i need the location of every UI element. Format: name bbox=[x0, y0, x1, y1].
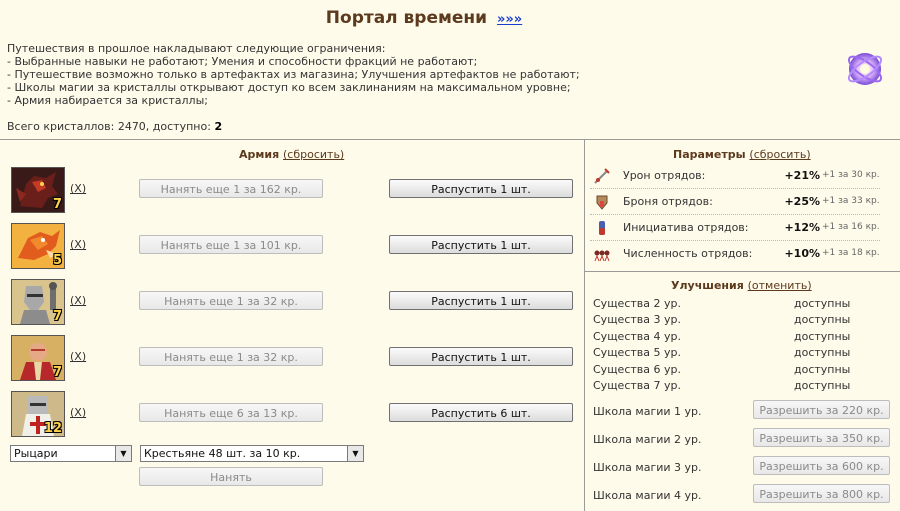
param-cost: +1 за 30 кр. bbox=[822, 170, 880, 180]
creature-level-status: доступны bbox=[794, 363, 851, 376]
params-title: Параметры bbox=[673, 148, 746, 161]
unit-count: 7 bbox=[52, 365, 62, 380]
restriction-line: - Армия набирается за кристаллы; bbox=[7, 94, 208, 107]
faction-select[interactable] bbox=[10, 445, 132, 462]
remove-unit-link[interactable]: (X) bbox=[70, 238, 87, 251]
army-unit-row bbox=[0, 391, 584, 439]
restriction-line: - Выбранные навыки не работают; Умения и способности фракций не работают; bbox=[7, 55, 478, 68]
creature-level-status: доступны bbox=[794, 313, 851, 326]
army-reset-link[interactable]: (сбросить) bbox=[283, 148, 345, 161]
param-row bbox=[590, 215, 890, 241]
divider bbox=[585, 271, 900, 272]
army-unit-row bbox=[0, 223, 584, 271]
hire-more-button[interactable]: Нанять еще 1 за 162 кр. bbox=[139, 179, 323, 198]
creature-level-name: Существа 2 ур. bbox=[593, 297, 681, 310]
magic-school-name: Школа магии 3 ур. bbox=[593, 461, 702, 474]
magic-school-name: Школа магии 1 ур. bbox=[593, 405, 702, 418]
unit-select[interactable] bbox=[140, 445, 364, 462]
initiative-icon bbox=[593, 219, 611, 237]
crystals-total bbox=[7, 120, 222, 133]
creature-level-status: доступны bbox=[794, 379, 851, 392]
dismiss-button[interactable]: Распустить 1 шт. bbox=[389, 179, 573, 198]
restriction-line: - Школы магии за кристаллы открывают доступ ко всем заклинаниям на максимальном уровне; bbox=[7, 81, 571, 94]
crystals-available: 2 bbox=[214, 120, 223, 133]
monk-icon bbox=[11, 335, 65, 381]
army-title: Армия bbox=[239, 148, 280, 161]
remove-unit-link[interactable]: (X) bbox=[70, 182, 87, 195]
divider bbox=[584, 140, 585, 511]
chevron-down-icon: ▼ bbox=[115, 446, 131, 461]
allow-magic-button[interactable]: Разрешить за 600 кр. bbox=[753, 456, 890, 475]
army-unit-row bbox=[0, 279, 584, 327]
fire-dragon-icon bbox=[11, 223, 65, 269]
param-value: +10% bbox=[784, 247, 820, 260]
unit-select-value: Крестьяне 48 шт. за 10 кр. bbox=[144, 447, 301, 460]
param-row bbox=[590, 163, 890, 189]
param-cost: +1 за 16 кр. bbox=[822, 222, 880, 232]
remove-unit-link[interactable]: (X) bbox=[70, 406, 87, 419]
allow-magic-button[interactable]: Разрешить за 350 кр. bbox=[753, 428, 890, 447]
magic-school-row bbox=[593, 484, 893, 508]
creature-level-status: доступны bbox=[794, 297, 851, 310]
unit-count: 7 bbox=[52, 197, 62, 212]
page-title bbox=[0, 8, 848, 28]
creature-level-name: Существа 4 ур. bbox=[593, 330, 681, 343]
param-value: +21% bbox=[784, 169, 820, 182]
unit-count: 12 bbox=[43, 421, 62, 436]
creature-level-status: доступны bbox=[794, 330, 851, 343]
creature-level-status: доступны bbox=[794, 346, 851, 359]
param-row bbox=[590, 189, 890, 215]
remove-unit-link[interactable]: (X) bbox=[70, 294, 87, 307]
param-cost: +1 за 18 кр. bbox=[822, 248, 880, 258]
magic-school-row bbox=[593, 400, 893, 424]
param-name: Инициатива отрядов: bbox=[623, 221, 749, 234]
creature-level-name: Существа 5 ур. bbox=[593, 346, 681, 359]
hire-more-button[interactable]: Нанять еще 1 за 32 кр. bbox=[139, 291, 323, 310]
page-title-text: Портал времени bbox=[325, 8, 488, 28]
black-dragon-icon bbox=[11, 167, 65, 213]
creature-level-name: Существа 7 ур. bbox=[593, 379, 681, 392]
param-name: Урон отрядов: bbox=[623, 169, 706, 182]
param-name: Броня отрядов: bbox=[623, 195, 713, 208]
allow-magic-button[interactable]: Разрешить за 800 кр. bbox=[753, 484, 890, 503]
unit-count: 5 bbox=[52, 253, 62, 268]
params-header bbox=[673, 148, 811, 161]
param-value: +25% bbox=[784, 195, 820, 208]
creature-level-name: Существа 6 ур. bbox=[593, 363, 681, 376]
dismiss-button[interactable]: Распустить 1 шт. bbox=[389, 235, 573, 254]
restriction-line: - Путешествие возможно только в артефактах из магазина; Улучшения артефактов не работают; bbox=[7, 68, 580, 81]
crystals-total-label: Всего кристаллов: 2470, доступно: bbox=[7, 120, 211, 133]
dismiss-button[interactable]: Распустить 6 шт. bbox=[389, 403, 573, 422]
unit-count: 7 bbox=[52, 309, 62, 324]
damage-icon bbox=[593, 167, 611, 185]
creature-level-name: Существа 3 ур. bbox=[593, 313, 681, 326]
magic-school-row bbox=[593, 428, 893, 452]
portal-icon bbox=[845, 49, 885, 89]
param-cost: +1 за 33 кр. bbox=[822, 196, 880, 206]
armored-knight-icon bbox=[11, 279, 65, 325]
army-header bbox=[239, 148, 344, 161]
improvements-title: Улучшения bbox=[671, 279, 744, 292]
magic-school-row bbox=[593, 456, 893, 480]
param-value: +12% bbox=[784, 221, 820, 234]
army-unit-row bbox=[0, 167, 584, 215]
improvements-header bbox=[671, 279, 812, 292]
magic-school-name: Школа магии 2 ур. bbox=[593, 433, 702, 446]
hire-more-button[interactable]: Нанять еще 1 за 32 кр. bbox=[139, 347, 323, 366]
crusader-icon bbox=[11, 391, 65, 437]
chevron-down-icon: ▼ bbox=[347, 446, 363, 461]
hire-more-button[interactable]: Нанять еще 1 за 101 кр. bbox=[139, 235, 323, 254]
divider bbox=[0, 139, 900, 140]
hire-more-button[interactable]: Нанять еще 6 за 13 кр. bbox=[139, 403, 323, 422]
restrictions-list bbox=[7, 42, 580, 107]
allow-magic-button[interactable]: Разрешить за 220 кр. bbox=[753, 400, 890, 419]
param-name: Численность отрядов: bbox=[623, 247, 753, 260]
magic-school-name: Школа магии 4 ур. bbox=[593, 489, 702, 502]
dismiss-button[interactable]: Распустить 1 шт. bbox=[389, 291, 573, 310]
remove-unit-link[interactable]: (X) bbox=[70, 350, 87, 363]
param-row bbox=[590, 241, 890, 267]
restriction-line: Путешествия в прошлое накладывают следующие ограничения: bbox=[7, 42, 386, 55]
dismiss-button[interactable]: Распустить 1 шт. bbox=[389, 347, 573, 366]
army-unit-row bbox=[0, 335, 584, 383]
more-link[interactable]: »»» bbox=[497, 12, 523, 27]
params-reset-link[interactable]: (сбросить) bbox=[749, 148, 811, 161]
faction-select-value: Рыцари bbox=[14, 447, 58, 460]
hire-button[interactable]: Нанять bbox=[139, 467, 323, 486]
armor-icon bbox=[593, 193, 611, 211]
improvements-cancel-link[interactable]: (отменить) bbox=[747, 279, 812, 292]
numbers-icon bbox=[593, 245, 611, 263]
